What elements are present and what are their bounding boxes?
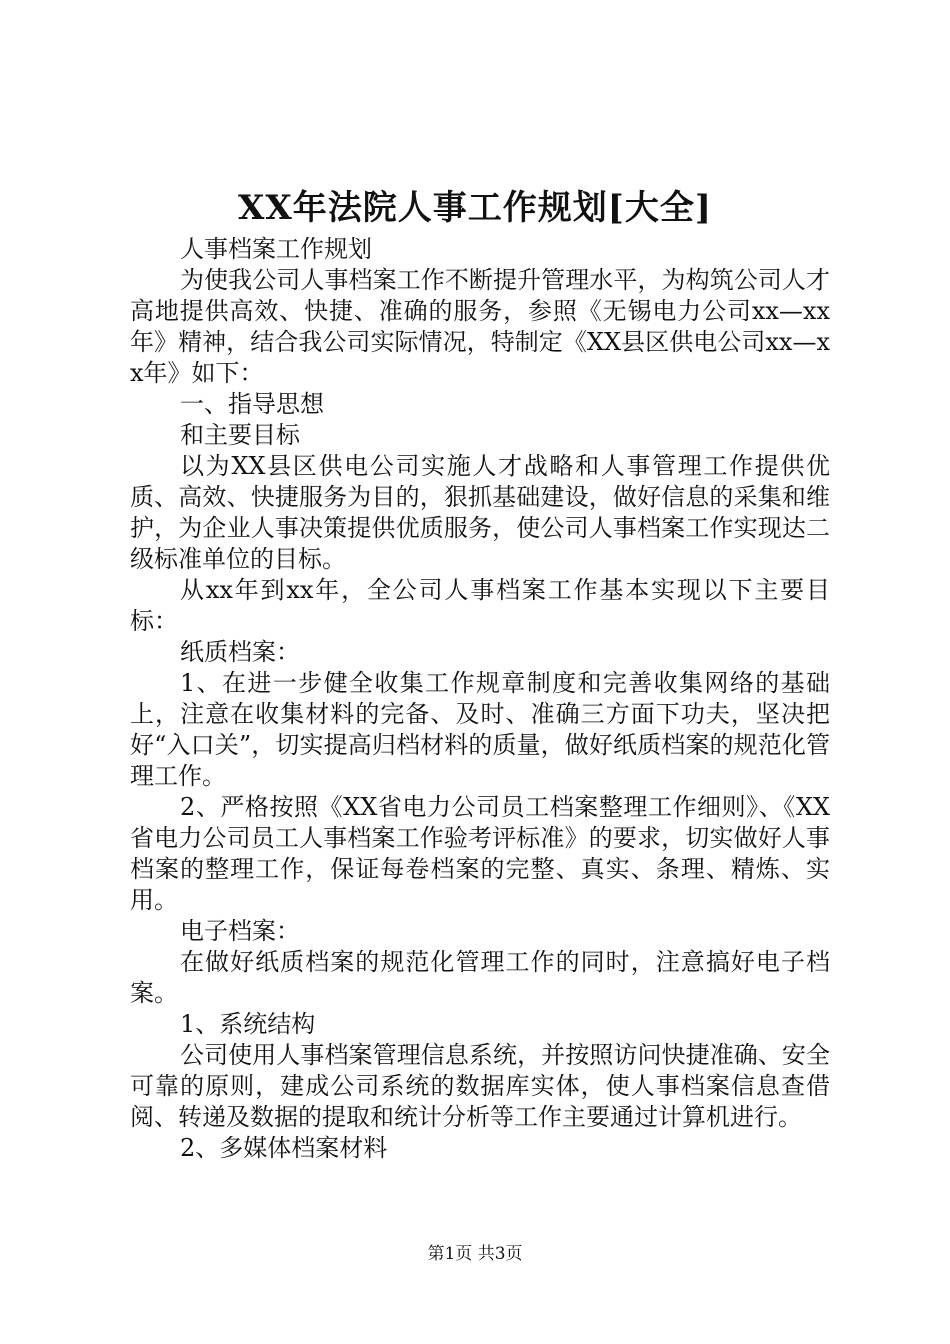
document-title: XX年法院人事工作规划[大全] (238, 188, 712, 228)
paragraph: 为使我公司人事档案工作不断提升管理水平，为构筑公司人才高地提供高效、快捷、准确的服务，参照《无锡电力公司xx—xx年》精神，结合我公司实际情况，特制定《XX县区供电公司xx—xx年》如下： (130, 266, 830, 387)
section-heading: 一、指导思想 (180, 390, 324, 418)
section-heading: 电子档案： (180, 917, 300, 945)
section-heading: 1、系统结构 (180, 1010, 316, 1038)
paragraph: 公司使用人事档案管理信息系统，并按照访问快捷准确、安全可靠的原则，建成公司系统的数据库实体，使人事档案信息查借阅、转递及数据的提取和统计分析等工作主要通过计算机进行。 (130, 1041, 830, 1131)
paragraph: 在做好纸质档案的规范化管理工作的同时，注意搞好电子档案。 (130, 948, 830, 1007)
section-heading: 纸质档案： (180, 638, 300, 666)
paragraph: 从xx年到xx年，全公司人事档案工作基本实现以下主要目标： (130, 576, 830, 635)
section-heading: 2、多媒体档案材料 (180, 1134, 388, 1162)
paragraph: 以为XX县区供电公司实施人才战略和人事管理工作提供优质、高效、快捷服务为目的，狠抓基础建设，做好信息的采集和维护，为企业人事决策提供优质服务，使公司人事档案工作实现达二级标准单位的目标。 (130, 452, 830, 573)
paragraph: 1、在进一步健全收集工作规章制度和完善收集网络的基础上，注意在收集材料的完备、及时、准确三方面下功夫，坚决把好“入口关”，切实提高归档材料的质量，做好纸质档案的规范化管理工作。 (130, 669, 830, 790)
paragraph: 人事档案工作规划 (180, 235, 372, 263)
paragraph: 2、严格按照《XX省电力公司员工档案整理工作细则》、《XX省电力公司员工人事档案工作验考评标准》的要求，切实做好人事档案的整理工作，保证每卷档案的完整、真实、条理、精炼、实用。 (130, 793, 830, 914)
section-heading: 和主要目标 (180, 421, 300, 449)
document-body (130, 234, 830, 1164)
page-footer: 第1页 共3页 (427, 1244, 523, 1264)
